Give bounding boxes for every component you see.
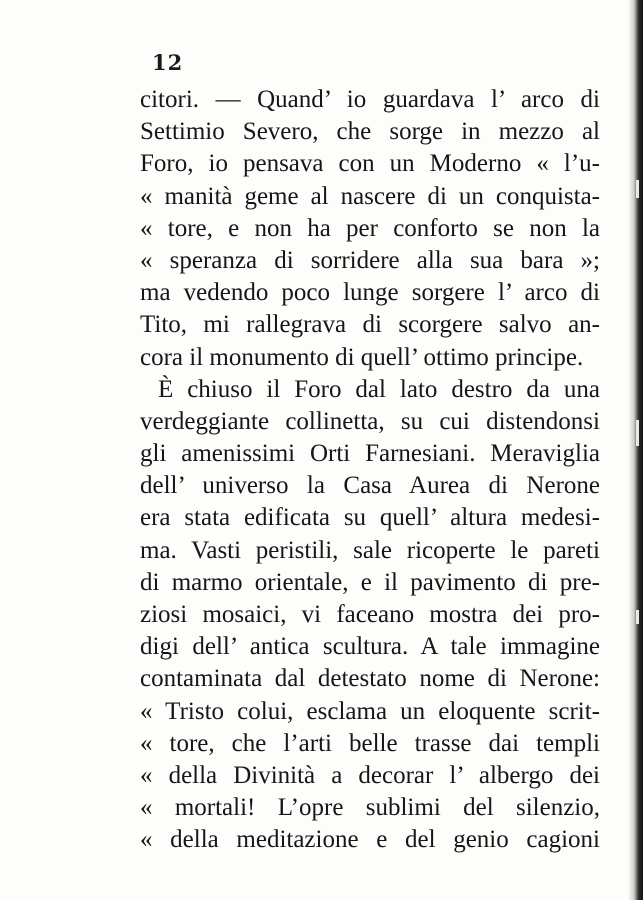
gutter-speck — [636, 420, 639, 446]
text-line: Tito, mi rallegrava di scorgere salvo an- — [140, 311, 600, 339]
text-line: « Tristo colui, esclama un eloquente scrit- — [140, 697, 600, 725]
text-line: « tore, e non ha per conforto se non la — [140, 214, 600, 242]
gutter-speck — [636, 610, 639, 624]
page-number: 12 — [152, 50, 184, 75]
text-line: ma. Vasti peristili, sale ricoperte le pareti — [140, 536, 600, 564]
text-line: gli amenissimi Orti Farnesiani. Meraviglia — [140, 440, 600, 468]
text-line: « della Divinità a decorar l’ albergo dei — [140, 761, 600, 789]
body-text — [140, 84, 600, 857]
text-line: era stata edificata su quell’ altura medesi- — [140, 504, 600, 532]
text-line: digi dell’ antica scultura. A tale immagine — [140, 633, 600, 661]
text-line: verdeggiante collinetta, su cui distendonsi — [140, 407, 600, 435]
text-line: ma vedendo poco lunge sorgere l’ arco di — [140, 279, 600, 307]
text-line: « tore, che l’arti belle trasse dai templi — [140, 729, 600, 757]
text-line: « della meditazione e del genio cagioni — [140, 826, 600, 854]
text-line: « manità geme al nascere di un conquista- — [140, 182, 600, 210]
text-line: « mortali! L’opre sublimi del silenzio, — [140, 794, 600, 822]
text-line: di marmo orientale, e il pavimento di pre- — [140, 568, 600, 596]
gutter-speck — [636, 180, 639, 198]
paragraph-start-line: È chiuso il Foro dal lato destro da una — [158, 375, 600, 403]
text-line: dell’ universo la Casa Aurea di Nerone — [140, 472, 600, 500]
page-gutter-shadow — [629, 0, 643, 900]
text-line: ziosi mosaici, vi faceano mostra dei pro- — [140, 601, 600, 628]
text-line: contaminata dal detestato nome di Nerone: — [140, 665, 600, 693]
text-line: Settimio Severo, che sorge in mezzo al — [140, 118, 600, 146]
text-line: cora il monumento di quell’ ottimo principe. — [140, 343, 584, 371]
text-line: « speranza di sorridere alla sua bara »; — [140, 246, 600, 274]
text-line: Foro, io pensava con un Moderno « l’u- — [140, 150, 600, 178]
text-line: citori. — Quand’ io guardava l’ arco di — [140, 86, 600, 113]
